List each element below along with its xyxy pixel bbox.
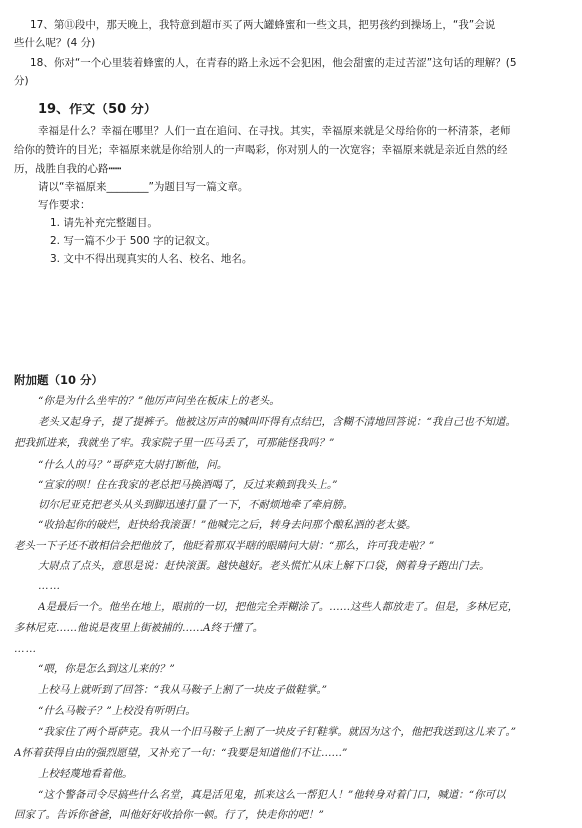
ellipsis: …… — [38, 580, 61, 592]
bonus-heading: 附加题（10 分） — [14, 373, 104, 387]
story-line: 老头一下子还不敢相信会把他放了，他眨着那双半瞎的眼睛问大尉：“那么，许可我走啦？” — [14, 540, 435, 552]
story-line: A怀着获得自由的强烈愿望，又补充了一句：“我要是知道他们不让……” — [14, 747, 348, 759]
story-line: 老头又起身子，提了提裤子。他被这厉声的喊叫吓得有点结巴，含糊不清地回答说：“我自己也不知道。 — [38, 416, 516, 428]
story-line: “什么人的马？”哥萨克大尉打断他，问。 — [38, 459, 228, 471]
story-line: 把我抓进来，我就坐了牢。我家院子里一匹马丢了，可那能怪我吗？” — [14, 437, 335, 449]
story-line: 大尉点了点头，意思是说：赶快滚蛋。越快越好。老头慌忙从床上解下口袋，侧着身子跑出门去。 — [38, 560, 490, 572]
requirements-title: 写作要求： — [38, 199, 91, 211]
story-line: 切尔尼亚克把老头从头到脚迅速打量了一下，不耐烦地牵了牵肩膀。 — [38, 499, 353, 511]
story-line: “宣家的呗！住在我家的老总把马换酒喝了，反过来赖到我头上。” — [38, 479, 338, 491]
question-17-line-1: 17、第⑪段中，那天晚上，我特意到超市买了两大罐蜂蜜和一些文具，把男孩约到操场上，“我”会说 — [30, 19, 496, 31]
story-line: 多林尼克……他说是夜里上街被捕的……A终于懂了。 — [14, 622, 264, 634]
story-line: “你是为什么坐牢的？”他厉声问坐在板床上的老头。 — [38, 395, 280, 407]
story-line: 上校轻蔑地看着他。 — [38, 768, 133, 780]
question-17-line-2: 些什么呢？(4 分) — [14, 37, 96, 49]
essay-paragraph-line-2: 给你的赞许的目光；幸福原来就是你给别人的一声喝彩，你对别人的一次宽容；幸福原来就是亲近自然的经 — [14, 144, 508, 156]
essay-prompt: 请以“幸福原来________”为题目写一篇文章。 — [38, 181, 249, 193]
question-18-line-2: 分) — [14, 75, 29, 87]
story-line: “喂，你是怎么到这儿来的？” — [38, 663, 175, 675]
story-line: 上校马上就听到了回答：“我从马鞍子上割了一块皮子做鞋掌。” — [38, 684, 327, 696]
essay-paragraph-line-1: 幸福是什么？幸福在哪里？人们一直在追问、在寻找。其实，幸福原来就是父母给你的一杯清茶，老师 — [38, 125, 511, 137]
requirement-item: 2. 写一篇不少于 500 字的记叙文。 — [50, 235, 217, 247]
essay-heading: 19、作文（50 分） — [38, 103, 157, 117]
question-18-line-1: 18、你对“一个心里装着蜂蜜的人，在青春的路上永远不会犯困，他会甜蜜的走过苦涩”这句话的理解？(5 — [30, 57, 517, 69]
story-line: 回家了。告诉你爸爸，叫他好好收拾你一顿。行了，快走你的吧！” — [14, 809, 324, 821]
story-line: “这个警备司令尽搞些什么名堂，真是活见鬼，抓来这么一帮犯人！”他转身对着门口，喊道：“你可以 — [38, 789, 506, 801]
ellipsis: …… — [14, 643, 37, 655]
requirement-item: 3. 文中不得出现真实的人名、校名、地名。 — [50, 253, 253, 265]
story-line: “收拾起你的破烂，赶快给我滚蛋！”他喊完之后，转身去问那个酿私酒的老太婆。 — [38, 519, 417, 531]
story-line: A是最后一个。他坐在地上，眼前的一切，把他完全弄糊涂了。……这些人都放走了。但是，多林尼克， — [38, 601, 519, 613]
story-line: “什么马鞍子？”上校没有听明白。 — [38, 705, 196, 717]
story-line: “我家住了两个哥萨克。我从一个旧马鞍子上割了一块皮子钉鞋掌。就因为这个，他把我送到这儿来了。” — [38, 726, 516, 738]
requirement-item: 1. 请先补充完整题目。 — [50, 217, 158, 229]
essay-paragraph-line-3: 历，战胜自我的心路┅┅ — [14, 163, 122, 175]
